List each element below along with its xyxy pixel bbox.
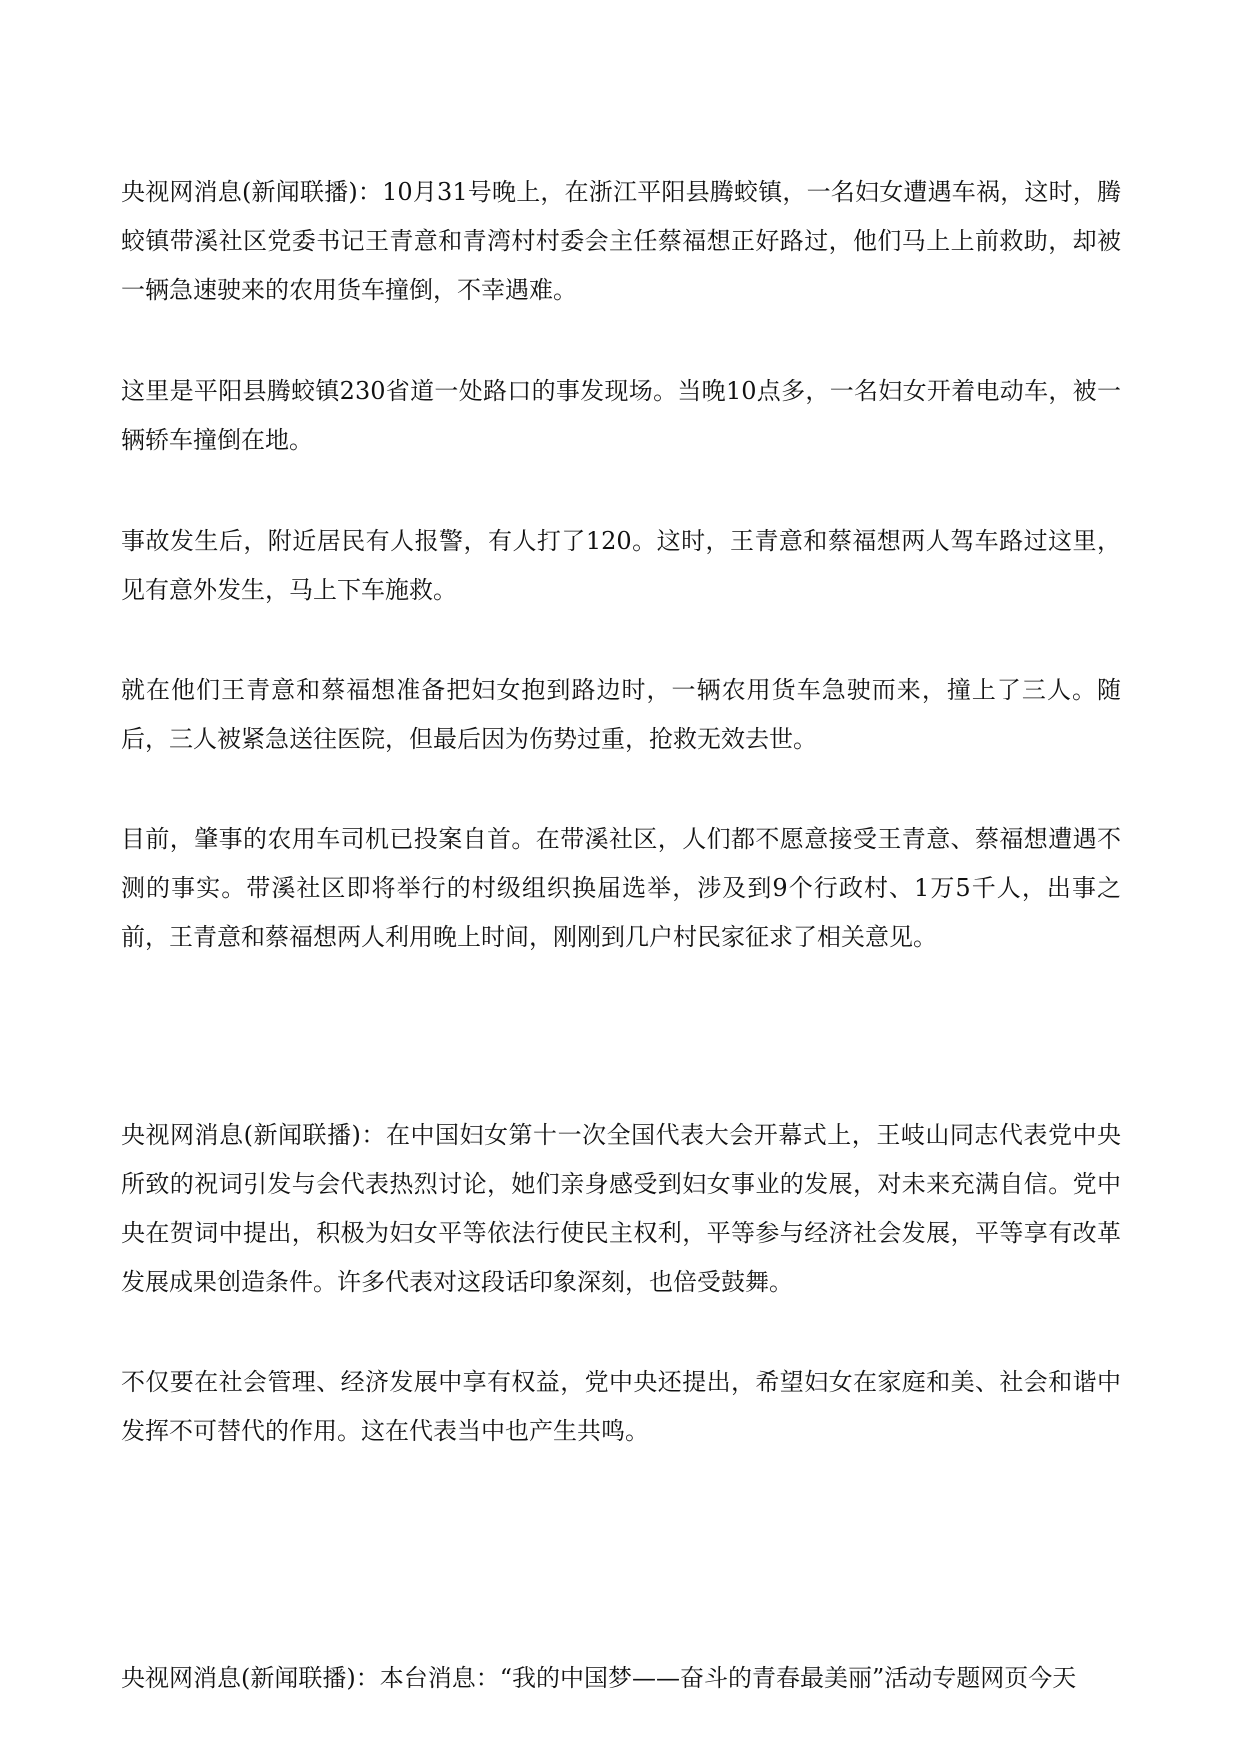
paragraph-text: 央视网消息(新闻联播)：10月31号晚上，在浙江平阳县腾蛟镇，一名妇女遭遇车祸，这时，腾蛟镇带溪社区党委书记王青意和青湾村村委会主任蔡福想正好路过，他们马上上前救助，却被一辆急速驶来的农用货车撞倒，不幸遇难。	[121, 178, 1121, 304]
article-1-paragraph-1	[121, 168, 1121, 315]
article-3-paragraph-1	[121, 1654, 1121, 1703]
paragraph-text: 就在他们王青意和蔡福想准备把妇女抱到路边时，一辆农用货车急驶而来，撞上了三人。随后，三人被紧急送往医院，但最后因为伤势过重，抢救无效去世。	[121, 676, 1121, 753]
paragraph-text: 目前，肇事的农用车司机已投案自首。在带溪社区，人们都不愿意接受王青意、蔡福想遭遇不测的事实。带溪社区即将举行的村级组织换届选举，涉及到9个行政村、1万5千人，出事之前，王青意和蔡福想两人利用晚上时间，刚刚到几户村民家征求了相关意见。	[121, 825, 1121, 951]
article-2-paragraph-1	[121, 1111, 1121, 1307]
paragraph-text: 这里是平阳县腾蛟镇230省道一处路口的事发现场。当晚10点多，一名妇女开着电动车，被一辆轿车撞倒在地。	[121, 377, 1121, 454]
paragraph-text: 不仅要在社会管理、经济发展中享有权益，党中央还提出，希望妇女在家庭和美、社会和谐中发挥不可替代的作用。这在代表当中也产生共鸣。	[121, 1368, 1121, 1445]
paragraph-text: 央视网消息(新闻联播)：本台消息：“我的中国梦——奋斗的青春最美丽”活动专题网页今天	[121, 1664, 1077, 1692]
article-2-paragraph-2	[121, 1358, 1121, 1456]
paragraph-text: 央视网消息(新闻联播)：在中国妇女第十一次全国代表大会开幕式上，王岐山同志代表党中央所致的祝词引发与会代表热烈讨论，她们亲身感受到妇女事业的发展，对未来充满自信。党中央在贺词中提出，积极为妇女平等依法行使民主权利，平等参与经济社会发展，平等享有改革发展成果创造条件。许多代表对这段话印象深刻，也倍受鼓舞。	[121, 1121, 1121, 1296]
article-1-paragraph-3	[121, 517, 1121, 615]
article-1-paragraph-4	[121, 666, 1121, 764]
paragraph-text: 事故发生后，附近居民有人报警，有人打了120。这时，王青意和蔡福想两人驾车路过这里，见有意外发生，马上下车施救。	[121, 527, 1121, 604]
article-1-paragraph-2	[121, 367, 1121, 465]
article-1-paragraph-5	[121, 815, 1121, 962]
